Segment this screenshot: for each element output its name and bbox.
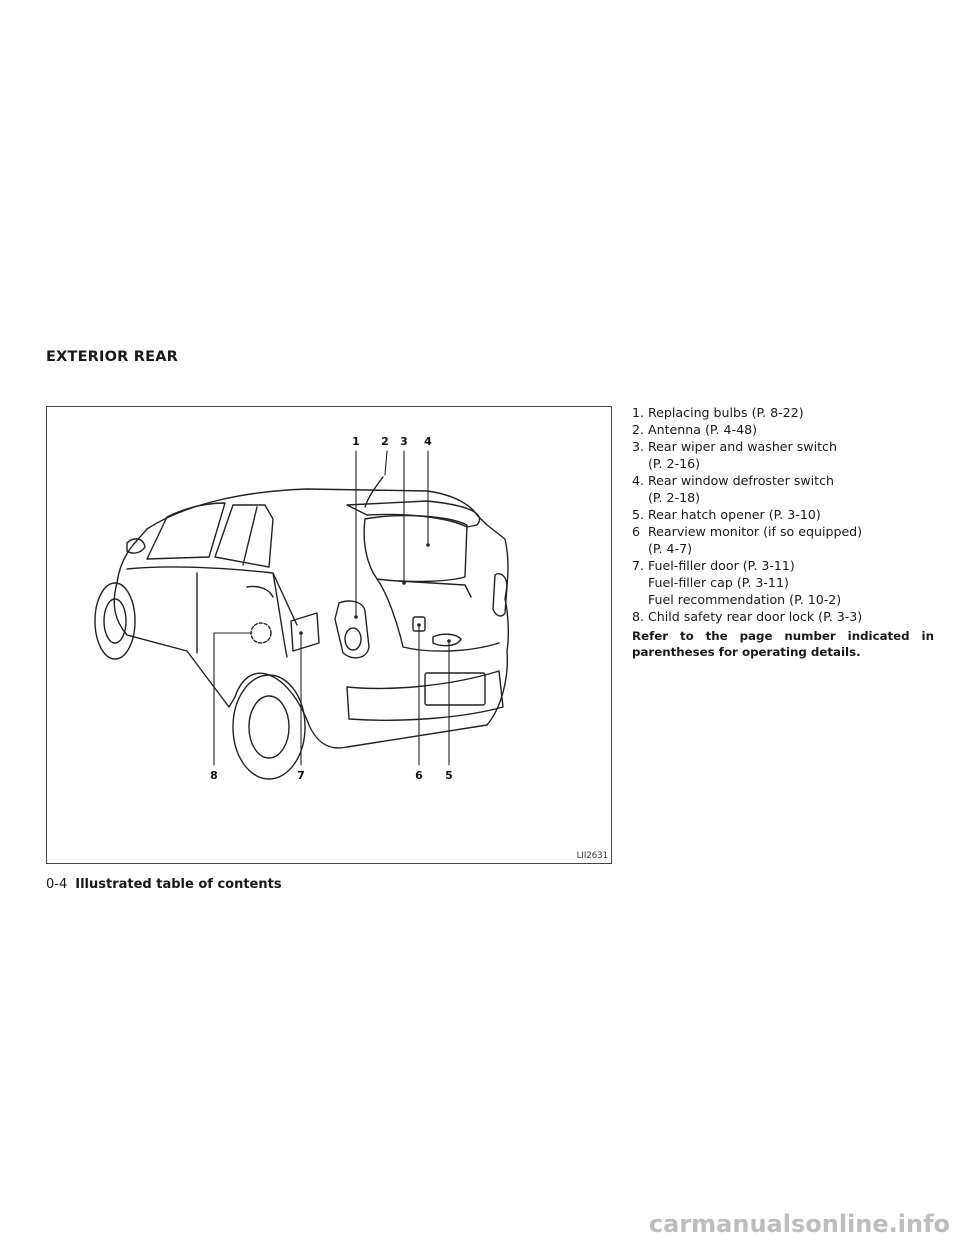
side-window-rear bbox=[215, 505, 273, 567]
list-item: 8. Child safety rear door lock (P. 3-3) bbox=[632, 609, 863, 624]
list-item: 4. Rear window defroster switch (P. 2-18) bbox=[632, 473, 835, 505]
footer-title: Illustrated table of contents bbox=[75, 877, 282, 892]
hatch-opener bbox=[433, 634, 461, 645]
list-item: 5. Rear hatch opener (P. 3-10) bbox=[632, 507, 821, 522]
callout-number: 6 bbox=[415, 769, 423, 782]
page-footer bbox=[46, 877, 282, 892]
rear-spoiler bbox=[347, 501, 480, 527]
door-lines bbox=[127, 567, 297, 657]
callout-number: 8 bbox=[210, 769, 218, 782]
rear-wiper bbox=[399, 581, 471, 597]
callout-number: 2 bbox=[381, 435, 389, 448]
page-number: 0-4 bbox=[46, 877, 68, 892]
watermark-text: carmanualsonline.info bbox=[648, 1210, 950, 1238]
operating-details-note: Refer to the page number indicated in parentheses for operating details. bbox=[632, 629, 934, 659]
rear-wheel bbox=[233, 675, 305, 779]
item-list bbox=[632, 404, 932, 625]
callout-number: 5 bbox=[445, 769, 453, 782]
list-item: 3. Rear wiper and washer switch (P. 2-16) bbox=[632, 439, 837, 471]
callout-number: 4 bbox=[424, 435, 432, 448]
fuel-filler-door bbox=[291, 613, 319, 651]
section-title: EXTERIOR REAR bbox=[46, 349, 179, 365]
car-rear-illustration bbox=[46, 406, 612, 864]
side-window-front bbox=[147, 503, 225, 559]
list-item: 6 Rearview monitor (if so equipped) (P. 4-7) bbox=[632, 524, 863, 556]
figure-code: LII2631 bbox=[576, 851, 608, 861]
child-lock-marker bbox=[251, 623, 271, 643]
rear-window bbox=[364, 516, 467, 582]
list-item: 7. Fuel-filler door (P. 3-11) Fuel-filler cap (P. 3-11) Fuel recommendation (P. 10-2) bbox=[632, 558, 842, 607]
callout-number: 7 bbox=[297, 769, 305, 782]
callout-number: 1 bbox=[352, 435, 360, 448]
callout-number: 3 bbox=[400, 435, 408, 448]
callout-line-2 bbox=[385, 451, 387, 475]
list-item: 2. Antenna (P. 4-48) bbox=[632, 422, 758, 437]
list-item: 1. Replacing bulbs (P. 8-22) bbox=[632, 405, 804, 420]
antenna bbox=[365, 477, 383, 507]
taillight-right bbox=[493, 574, 507, 616]
